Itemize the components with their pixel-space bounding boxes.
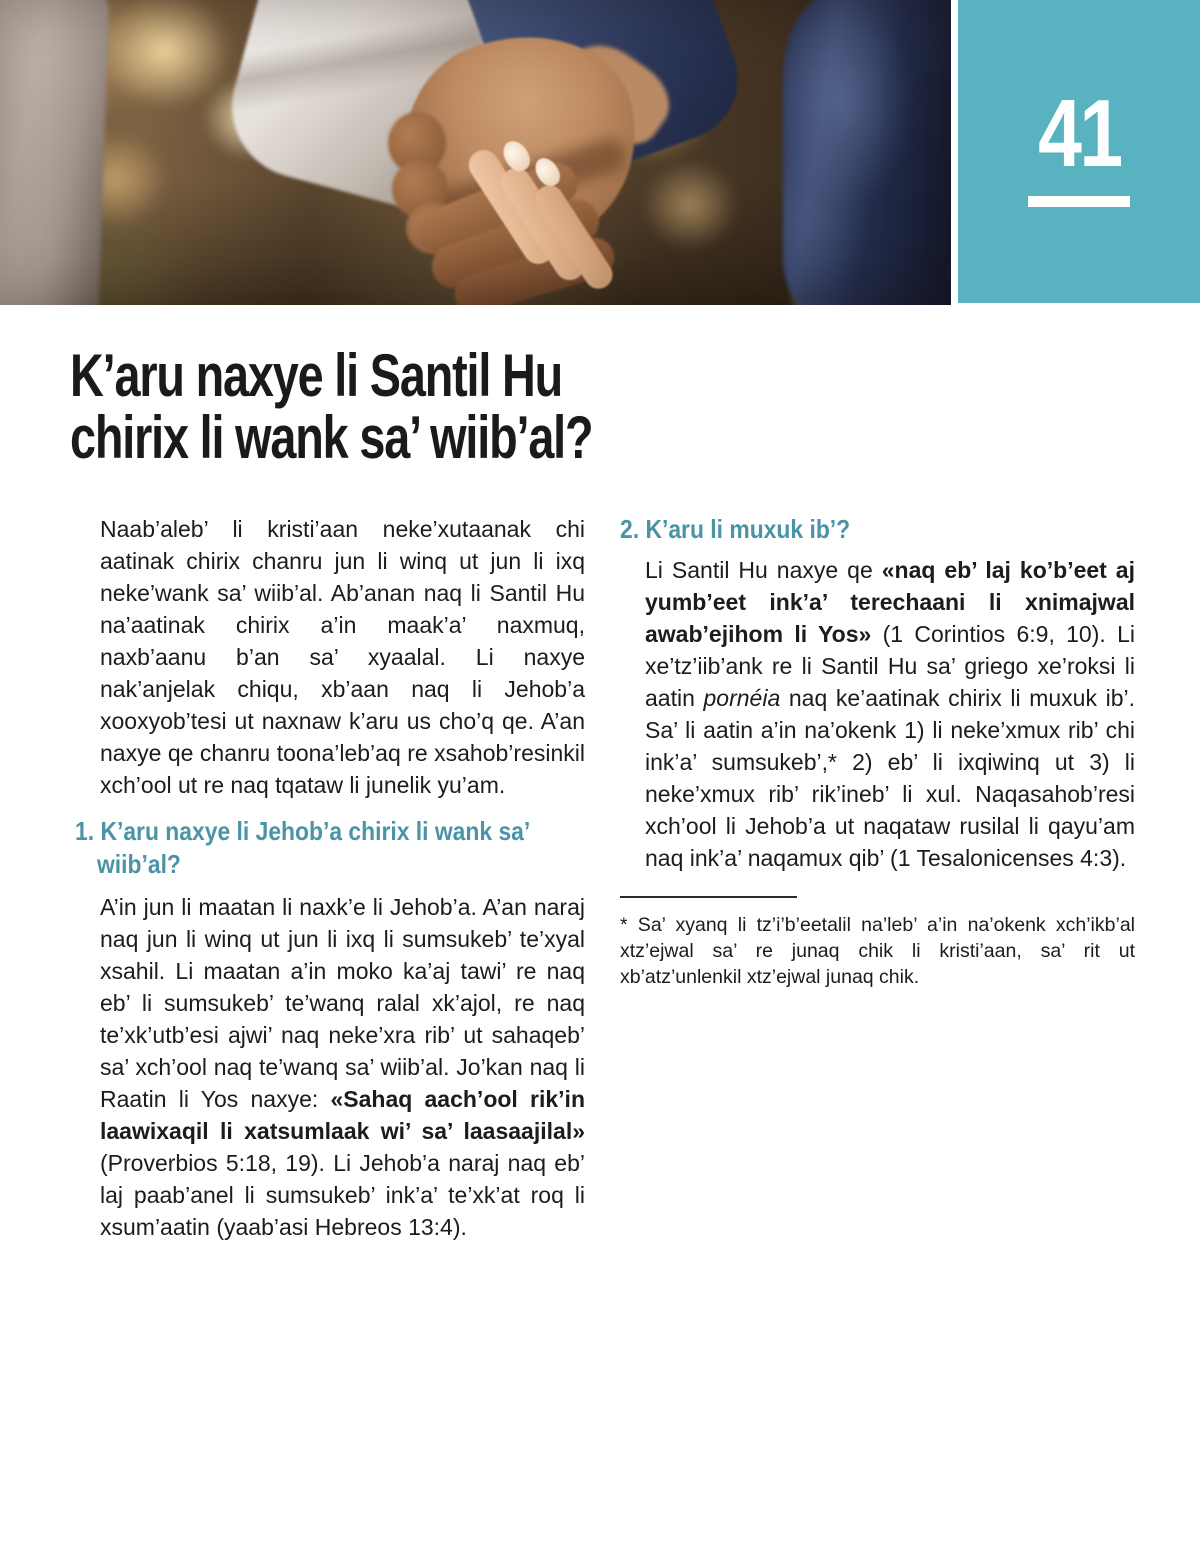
photo-vignette [0, 0, 951, 305]
lesson-number-underline [1028, 196, 1130, 207]
page-title [70, 342, 772, 471]
intro-paragraph: Naab’aleb’ li kristi’aan neke’xutaanak chi aatinak chirix chanru jun li winq ut jun li ixq neke’wank sa’ wiib’al. Ab’anan naq li Santil Hu na’aatinak chirix a’in maak’a’ naxmuq, naxb’aanu b’an sa’ xyaalal. Li naxye nak’anjelak chiqu, xb’aan naq li Jehob’a xooxyob’tesi ut naxnaw k’aru us cho’q qe. A’an naxye qe chanru toona’leb’aq re xsahob’resinkil xch’ool ut re naq tqataw li junelik yu’am. [100, 516, 585, 798]
page-header [0, 0, 1200, 305]
page-title-line2: chirix li wank sa’ wiib’al? [70, 404, 593, 471]
footnote-divider [620, 896, 797, 898]
question-1-number: 1. [75, 816, 95, 846]
left-column [75, 513, 585, 1243]
question-2-text: K’aru li muxuk ib’? [645, 514, 851, 544]
question-2-paragraph: Li Santil Hu naxye qe «naq eb’ laj ko’b’eet aj yumb’eet ink’a’ terechaani li xnimajwal awab’ejihom li Yos» (1 Corintios 6:9, 10). Li xe’tz’iib’ank re li Santil Hu sa’ griego xe’roksi li aatin pornéia naq ke’aatinak chirix li muxuk ib’. Sa’ li aatin a’in na’okenk 1) li neke’xmux rib’ chi ink’a’ sumsukeb’,* 2) eb’ li ixqiwinq ut 3) li neke’xmux rib’ rik’ineb’ li xul. Naqasahob’resi xch’ool li Jehob’a ut naqataw rusilal li qayu’am naq ink’a’ naqamux qib’ (1 Tesalonicenses 4:3). [645, 557, 1135, 871]
footnote-block [620, 896, 1135, 990]
question-1-heading [75, 815, 590, 881]
right-column [620, 513, 1135, 1243]
lesson-number: 41 [1037, 80, 1121, 187]
question-1-text: K’aru naxye li Jehob’a chirix li wank sa’ wiib’al? [97, 816, 530, 879]
question-1-paragraph: A’in jun li maatan li naxk’e li Jehob’a. A’an naraj naq jun li winq ut jun li ixq li sumsukeb’ te’xyal xsahil. Li maatan a’in moko ka’aj tawi’ re naq eb’ li sumsukeb’ te’wanq ralal xk’ajol, re naq te’xk’utb’esi ajwi’ naq neke’xra rib’ ut sahaqeb’ sa’ xch’ool naq te’wanq sa’ wiib’al. Jo’kan naq li Raatin li Yos naxye: «Sahaq aach’ool rik’in laawixaqil li xatsumlaak wi’ sa’ laasaajilal» (Proverbios 5:18, 19). Li Jehob’a naraj naq eb’ laj paab’anel li sumsukeb’ ink’a’ te’xk’at roq li xsum’aatin (yaab’asi Hebreos 13:4). [100, 894, 585, 1240]
text-columns [75, 513, 1135, 1243]
page-title-line1: K’aru naxye li Santil Hu [70, 342, 563, 409]
holding-hands-photo [0, 0, 951, 305]
footnote: * Sa’ xyanq li tz’i’b’eetalil na’leb’ a’in na’okenk xch’ikb’al xtz’ejwal sa’ re junaq chik li kristi’aan, sa’ rit ut xb’atz’unlenkil xtz’ejwal junaq chik. [620, 914, 1135, 988]
lesson-number-badge [958, 0, 1200, 303]
question-2-heading [620, 513, 1157, 546]
question-2-number: 2. [620, 514, 640, 544]
